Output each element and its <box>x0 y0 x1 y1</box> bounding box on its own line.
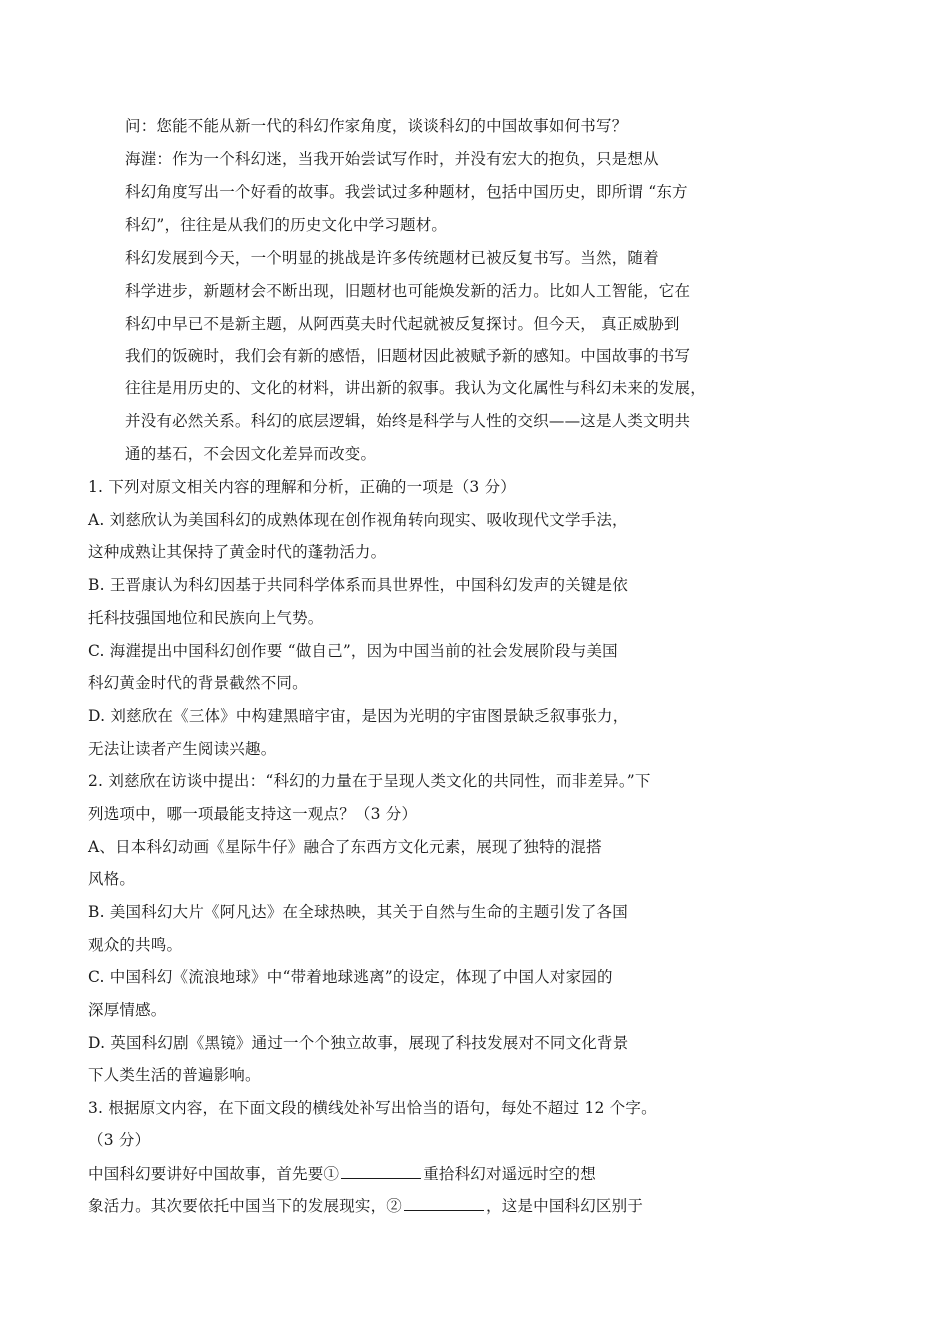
passage-text: 重拾科幻对遥远时空的想 <box>423 1165 596 1183</box>
question-2-option-b: B. 美国科幻大片《阿凡达》在全球热映，其关于自然与生命的主题引发了各国 <box>88 903 628 921</box>
answer-blank-1[interactable] <box>341 1162 421 1179</box>
question-2-stem-cont: 列选项中，哪一项最能支持这一观点？（3 分） <box>88 805 418 823</box>
question-2-option-c: C. 中国科幻《流浪地球》中“带着地球逃离”的设定，体现了中国人对家园的 <box>88 968 613 986</box>
interview-line: 科幻”，往往是从我们的历史文化中学习题材。 <box>125 216 448 234</box>
question-2-option-d-cont: 下人类生活的普遍影响。 <box>88 1066 261 1084</box>
question-1-option-d: D. 刘慈欣在《三体》中构建黑暗宇宙，是因为光明的宇宙图景缺乏叙事张力， <box>88 707 629 725</box>
question-2-option-b-cont: 观众的共鸣。 <box>88 936 183 954</box>
interview-line: 并没有必然关系。科幻的底层逻辑，始终是科学与人性的交织——这是人类文明共 <box>125 412 691 430</box>
question-2-option-d: D. 英国科幻剧《黑镜》通过一个个独立故事，展现了科技发展对不同文化背景 <box>88 1034 629 1052</box>
interview-line: 科学进步，新题材会不断出现，旧题材也可能焕发新的活力。比如人工智能，它在 <box>125 282 691 300</box>
question-3-passage-line-1 <box>88 1162 596 1185</box>
question-1-option-a-cont: 这种成熟让其保持了黄金时代的蓬勃活力。 <box>88 543 387 561</box>
passage-text: ，这是中国科幻区别于 <box>486 1197 644 1215</box>
passage-text: 中国科幻要讲好中国故事，首先要① <box>88 1165 340 1183</box>
question-1-stem: 1. 下列对原文相关内容的理解和分析，正确的一项是（3 分） <box>88 478 517 496</box>
interview-question: 问：您能不能从新一代的科幻作家角度，谈谈科幻的中国故事如何书写？ <box>125 117 628 135</box>
question-2-option-a-cont: 风格。 <box>88 870 136 888</box>
interview-line: 科幻中早已不是新主题，从阿西莫夫时代起就被反复探讨。但今天， 真正威胁到 <box>125 315 680 333</box>
question-1-option-c-cont: 科幻黄金时代的背景截然不同。 <box>88 674 308 692</box>
interview-line: 我们的饭碗时，我们会有新的感悟，旧题材因此被赋予新的感知。中国故事的书写 <box>125 347 691 365</box>
question-1-option-c: C. 海漄提出中国科幻创作要 “做自己”，因为中国当前的社会发展阶段与美国 <box>88 642 618 660</box>
interview-line: 往往是用历史的、文化的材料，讲出新的叙事。我认为文化属性与科幻未来的发展， <box>125 379 706 397</box>
answer-blank-2[interactable] <box>404 1194 484 1211</box>
interview-line: 科幻角度写出一个好看的故事。我尝试过多种题材，包括中国历史，即所谓 “东方 <box>125 183 688 201</box>
question-1-option-d-cont: 无法让读者产生阅读兴趣。 <box>88 740 277 758</box>
question-2-option-c-cont: 深厚情感。 <box>88 1001 167 1019</box>
question-3-stem-cont: （3 分） <box>88 1131 151 1149</box>
question-1-option-a: A. 刘慈欣认为美国科幻的成熟体现在创作视角转向现实、吸收现代文学手法， <box>88 511 628 529</box>
question-1-option-b: B. 王晋康认为科幻因基于共同科学体系而具世界性，中国科幻发声的关键是依 <box>88 576 628 594</box>
question-3-stem: 3. 根据原文内容，在下面文段的横线处补写出恰当的语句，每处不超过 12 个字。 <box>88 1099 657 1117</box>
question-1-option-b-cont: 托科技强国地位和民族向上气势。 <box>88 609 324 627</box>
interview-line: 科幻发展到今天，一个明显的挑战是许多传统题材已被反复书写。当然，随着 <box>125 249 659 267</box>
question-2-stem: 2. 刘慈欣在访谈中提出：“科幻的力量在于呈现人类文化的共同性，而非差异。”下 <box>88 772 651 790</box>
passage-text: 象活力。其次要依托中国当下的发展现实，② <box>88 1197 403 1215</box>
interview-line: 通的基石，不会因文化差异而改变。 <box>125 445 377 463</box>
question-3-passage-line-2 <box>88 1194 643 1217</box>
question-2-option-a: A、日本科幻动画《星际牛仔》融合了东西方文化元素，展现了独特的混搭 <box>88 838 602 856</box>
interview-line: 海漄：作为一个科幻迷，当我开始尝试写作时，并没有宏大的抱负，只是想从 <box>125 150 659 168</box>
